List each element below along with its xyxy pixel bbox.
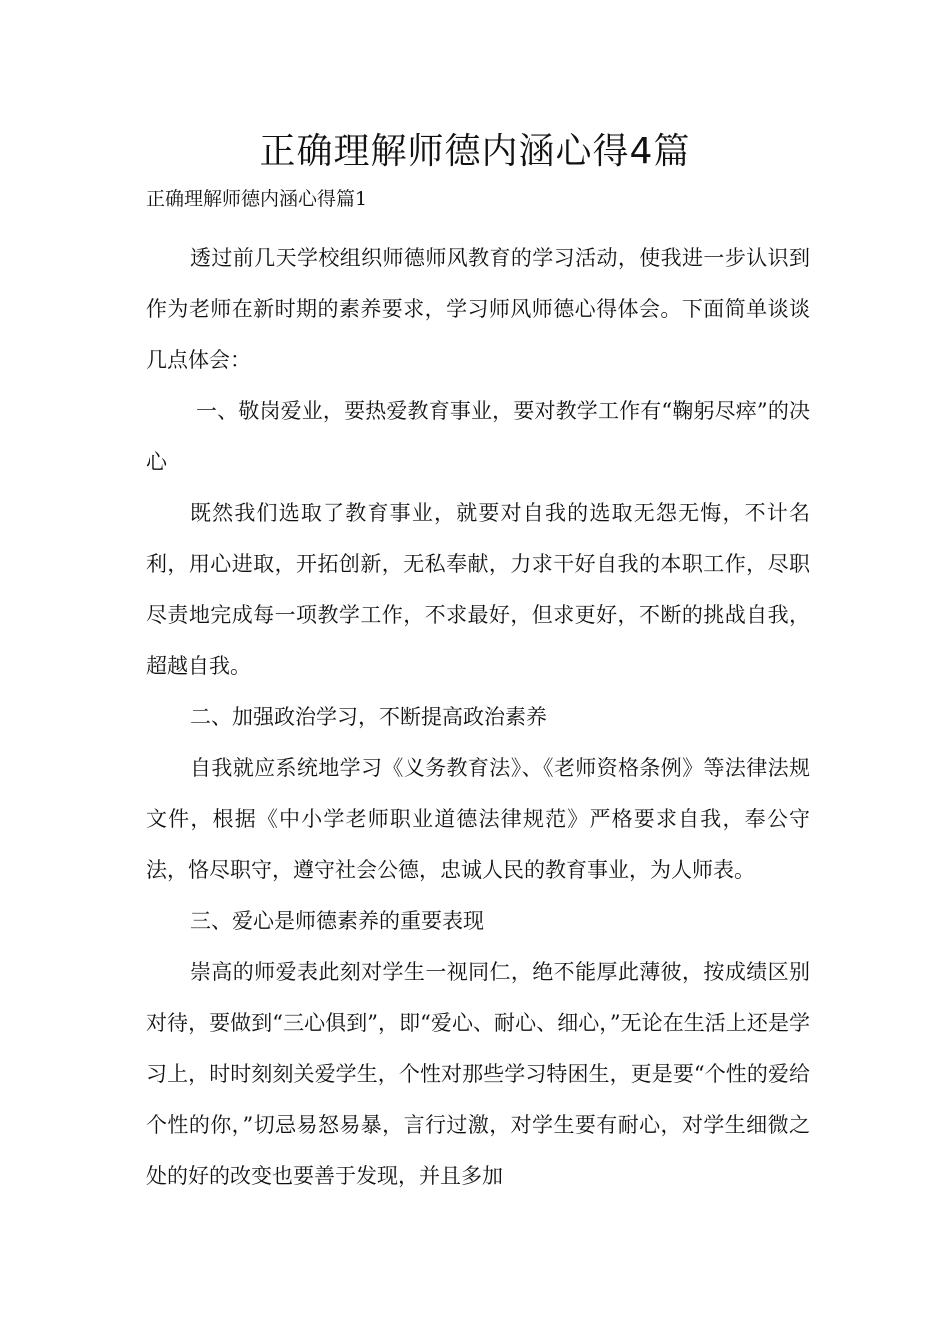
document-title: 正确理解师德内涵心得4篇 — [259, 131, 691, 172]
paragraph-point-2: 自我就应系统地学习《义务教育法》、《老师资格条例》等法律法规文件，根据《中小学老师职业道德法律规范》严格要求自我，奉公守法，恪尽职守，遵守社会公德，忠诚人民的教育事业，为人师表。 — [146, 756, 810, 882]
section-subtitle: 正确理解师德内涵心得篇1 — [146, 188, 368, 210]
paragraph-point-3: 崇高的师爱表此刻对学生一视同仁，绝不能厚此薄彼，按成绩区别对待，要做到“三心俱到”，即“爱心、耐心、细心，”无论在生活上还是学习上，时时刻刻关爱学生，个性对那些学习特困生，更是要“个性的爱给个性的你，”切忌易怒易暴，言行过激，对学生要有耐心，对学生细微之处的好的改变也要善于发现，并且多加 — [146, 960, 810, 1188]
paragraph-intro: 透过前几天学校组织师德师风教育的学习活动，使我进一步认识到作为老师在新时期的素养要求，学习师风师德心得体会。下面简单谈谈几点体会： — [146, 246, 810, 372]
heading-point-1: 一、敬岗爱业，要热爱教育事业，要对教学工作有“鞠躬尽瘁”的决心 — [146, 399, 810, 474]
heading-point-2: 二、加强政治学习，不断提高政治素养 — [190, 705, 547, 729]
paragraph-point-1: 既然我们选取了教育事业，就要对自我的选取无怨无悔，不计名利，用心进取，开拓创新，无私奉献，力求干好自我的本职工作，尽职尽责地完成每一项教学工作，不求最好，但求更好，不断的挑战自我，超越自我。 — [146, 501, 810, 678]
document-body — [146, 233, 810, 1202]
heading-point-3: 三、爱心是师德素养的重要表现 — [190, 909, 484, 933]
